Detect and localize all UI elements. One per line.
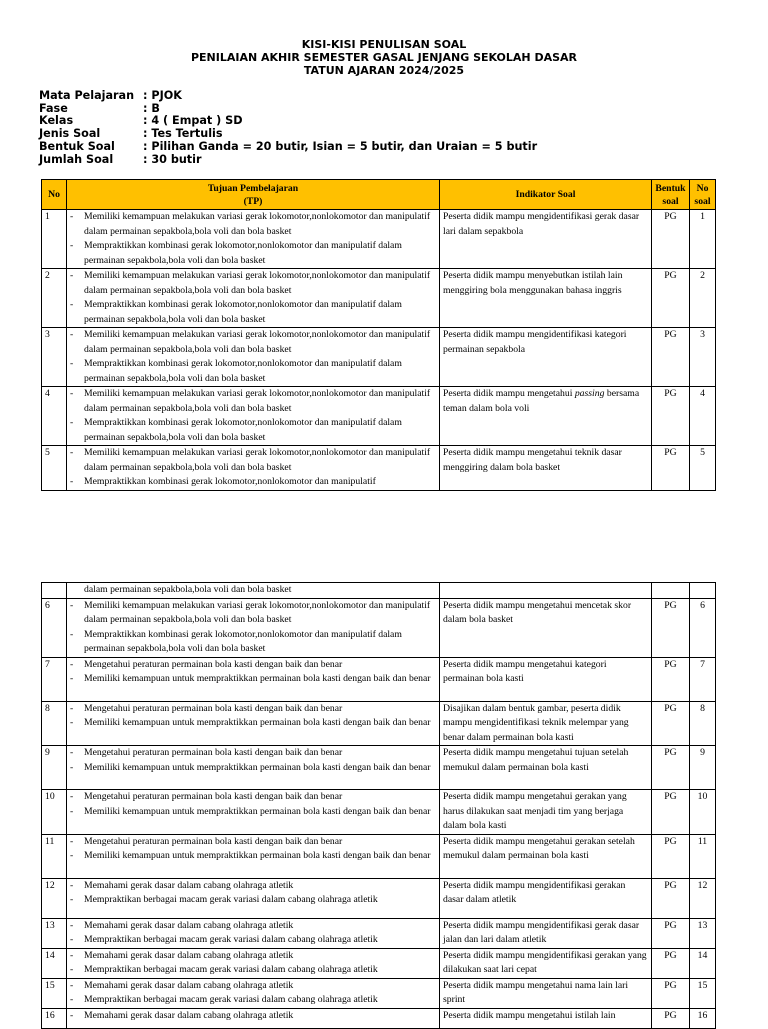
cell-nosoal: 14 <box>690 948 716 978</box>
tp-text: Memiliki kemampuan untuk mempraktikkan permainan bola kasti dengan baik dan benar <box>84 805 431 817</box>
tp-bullet-item <box>67 790 439 805</box>
table-row <box>42 746 716 790</box>
tp-text: Memiliki kemampuan untuk mempraktikkan permainan bola kasti dengan baik dan benar <box>84 717 431 728</box>
tp-text: Memiliki kemampuan melakukan variasi gerak lokomotor,nonlokomotor dan manipulatif dalam permainan sepakbola,bola voli dan bola basket <box>84 329 431 355</box>
tp-bullet-item <box>67 893 439 908</box>
meta-label: Jumlah Soal <box>39 152 114 166</box>
cell-no: 14 <box>42 948 67 978</box>
bullet-dash: - <box>70 761 74 773</box>
table-row <box>42 834 716 878</box>
meta-row <box>39 103 537 116</box>
bullet-dash: - <box>70 599 74 611</box>
bullet-dash: - <box>70 791 74 802</box>
tp-bullet-item <box>67 949 439 964</box>
cell-tp <box>67 387 440 446</box>
cell-nosoal: 12 <box>690 878 716 918</box>
indikator-text: Peserta didik mampu mengidentifikasi gerak dasar jalan dan lari dalam atletik <box>443 919 640 945</box>
cell-bentuk: PG <box>652 446 690 491</box>
table-row <box>42 948 716 978</box>
cell-indikator <box>440 328 652 387</box>
tp-bullet-item <box>67 963 439 978</box>
tp-text: Memahami gerak dasar dalam cabang olahraga atletik <box>84 1009 294 1021</box>
tp-text: Memiliki kemampuan melakukan variasi gerak lokomotor,nonlokomotor dan manipulatif dalam permainan sepakbola,bola voli dan bola basket <box>84 599 431 625</box>
cell-nosoal: 9 <box>690 746 716 790</box>
kisi-table-page1 <box>41 179 716 491</box>
cell-tp <box>67 1008 440 1028</box>
cell-tp <box>67 210 440 269</box>
bullet-dash: - <box>70 702 74 714</box>
cell-bentuk: PG <box>652 701 690 746</box>
tp-text: Mempraktikkan kombinasi gerak lokomotor,nonlokomotor dan manipulatif dalam permainan sepakbola,bola voli dan bola basket <box>84 240 402 266</box>
tp-text: Mempraktikkan kombinasi gerak lokomotor,nonlokomotor dan manipulatif dalam permainan sepakbola,bola voli dan bola basket <box>84 417 402 443</box>
cell-no: 9 <box>42 746 67 790</box>
cell-tp <box>67 746 440 790</box>
meta-row <box>39 141 537 154</box>
tp-text: Mengetahui peraturan permainan bola kasti dengan baik dan benar <box>84 747 343 758</box>
cell-no: 8 <box>42 701 67 746</box>
cell-no: 11 <box>42 834 67 878</box>
cell-nosoal: 11 <box>690 834 716 878</box>
header-no: No <box>42 180 67 210</box>
tp-text: Mempraktikkan kombinasi gerak lokomotor,nonlokomotor dan manipulatif dalam permainan sepakbola,bola voli dan bola basket <box>84 628 402 654</box>
indikator-text: Peserta didik mampu mengetahui kategori permainan bola kasti <box>443 658 607 684</box>
tp-bullet-item <box>67 761 439 776</box>
meta-row <box>39 154 537 167</box>
bullet-dash: - <box>70 658 74 670</box>
indikator-text: Peserta didik mampu mengetahui gerakan yang harus dilakukan saat menjadi tim yang berjaga dalam bola kasti <box>443 791 627 831</box>
header-indikator: Indikator Soal <box>440 180 652 210</box>
table-row <box>42 878 716 918</box>
tp-bullet-item <box>67 658 439 673</box>
bullet-dash: - <box>70 979 74 991</box>
tp-bullet-item <box>67 416 439 445</box>
table-row <box>42 328 716 387</box>
table-row <box>42 269 716 328</box>
meta-label: Jenis Soal <box>39 127 101 141</box>
cell-tp <box>67 834 440 878</box>
tp-bullet-item <box>67 672 439 687</box>
cell-no: 12 <box>42 878 67 918</box>
cell-tp <box>67 446 440 491</box>
tp-text: Mempraktikkan kombinasi gerak lokomotor,nonlokomotor dan manipulatif <box>84 476 376 487</box>
header-nosoal <box>690 180 716 210</box>
cell-no: 16 <box>42 1008 67 1028</box>
cell-indikator <box>440 746 652 790</box>
tp-bullet-item <box>67 979 439 994</box>
tp-bullet-item <box>67 746 439 761</box>
cell-tp <box>67 701 440 746</box>
cell-no: 4 <box>42 387 67 446</box>
cell-tp <box>67 583 440 599</box>
tp-text: Memahami gerak dasar dalam cabang olahraga atletik <box>84 919 294 931</box>
bullet-dash: - <box>70 211 74 222</box>
table-header-row <box>42 180 716 210</box>
cell-tp <box>67 328 440 387</box>
table-row <box>42 446 716 491</box>
cell-indikator <box>440 918 652 948</box>
tp-text: Memahami gerak dasar dalam cabang olahraga atletik <box>84 879 294 891</box>
indikator-text: Peserta didik mampu mengetahui mencetak skor dalam bola basket <box>443 599 632 625</box>
cell-nosoal: 16 <box>690 1008 716 1028</box>
cell-no: 1 <box>42 210 67 269</box>
cell-no: 2 <box>42 269 67 328</box>
indikator-text: Peserta didik mampu mengidentifikasi gerakan yang dilakukan saat lari cepat <box>443 949 647 975</box>
tp-text: Memiliki kemampuan untuk mempraktikkan permainan bola kasti dengan baik dan benar <box>84 673 431 684</box>
header-bentuk <box>652 180 690 210</box>
meta-value: : Tes Tertulis <box>143 127 223 141</box>
tp-text: Memiliki kemampuan melakukan variasi gerak lokomotor,nonlokomotor dan manipulatif dalam permainan sepakbola,bola voli dan bola basket <box>84 270 431 296</box>
tp-bullet-item <box>67 239 439 268</box>
table-row <box>42 598 716 657</box>
cell-no: 3 <box>42 328 67 387</box>
tp-text: Memiliki kemampuan untuk mempraktikkan permainan bola kasti dengan baik dan benar <box>84 850 431 861</box>
cell-bentuk: PG <box>652 598 690 657</box>
indikator-text: Peserta didik mampu mengetahui teknik dasar menggiring dalam bola basket <box>443 447 622 473</box>
indikator-text: bersama teman dalam bola voli <box>443 388 640 414</box>
tp-text: Mengetahui peraturan permainan bola kasti dengan baik dan benar <box>84 791 343 802</box>
cell-nosoal: 8 <box>690 701 716 746</box>
bullet-dash: - <box>70 417 74 428</box>
indikator-text: Peserta didik mampu mengetahui <box>443 388 575 399</box>
header-tp <box>67 180 440 210</box>
cell-bentuk: PG <box>652 790 690 835</box>
bullet-dash: - <box>70 329 74 340</box>
tp-text: Mempraktikan berbagai macam gerak variasi dalam cabang olahraga atletik <box>84 934 378 945</box>
cell-tp <box>67 918 440 948</box>
indikator-italic-term: passing <box>574 388 605 399</box>
tp-text: Memiliki kemampuan melakukan variasi gerak lokomotor,nonlokomotor dan manipulatif dalam permainan sepakbola,bola voli dan bola basket <box>84 211 431 237</box>
cell-tp <box>67 269 440 328</box>
meta-label: Kelas <box>39 114 74 128</box>
table-row <box>42 210 716 269</box>
cell-indikator <box>440 701 652 746</box>
header-title: KISI-KISI PENULISAN SOAL <box>301 38 467 51</box>
indikator-text: Peserta didik mampu mengidentifikasi gerak dasar lari dalam sepakbola <box>443 211 640 237</box>
cell-indikator <box>440 878 652 918</box>
meta-row <box>39 90 537 103</box>
tp-text: Mengetahui peraturan permainan bola kasti dengan baik dan benar <box>84 835 343 847</box>
header-nosoal-label: No <box>696 182 709 194</box>
meta-value: : 30 butir <box>143 152 202 166</box>
bullet-dash: - <box>70 476 74 487</box>
tp-text: Mempraktikan berbagai macam gerak variasi dalam cabang olahraga atletik <box>84 894 378 905</box>
tp-text: Mempraktikkan kombinasi gerak lokomotor,nonlokomotor dan manipulatif dalam permainan sepakbola,bola voli dan bola basket <box>84 299 402 325</box>
cell-bentuk <box>652 583 690 599</box>
tp-text: Memiliki kemampuan untuk mempraktikkan permainan bola kasti dengan baik dan benar <box>84 761 431 773</box>
indikator-text: Peserta didik mampu mengetahui istilah lain <box>443 1009 616 1021</box>
tp-text: Memiliki kemampuan melakukan variasi gerak lokomotor,nonlokomotor dan manipulatif dalam permainan sepakbola,bola voli dan bola basket <box>84 447 431 473</box>
cell-bentuk: PG <box>652 1008 690 1028</box>
table-row <box>42 1008 716 1028</box>
cell-tp <box>67 978 440 1008</box>
bullet-dash: - <box>70 949 74 961</box>
cell-bentuk: PG <box>652 387 690 446</box>
cell-indikator <box>440 657 652 701</box>
tp-bullet-item <box>67 805 439 820</box>
cell-nosoal: 1 <box>690 210 716 269</box>
indikator-text: Peserta didik mampu mengidentifikasi gerakan dasar dalam atletik <box>443 879 626 905</box>
table-row <box>42 790 716 835</box>
tp-text: Mempraktikan berbagai macam gerak variasi dalam cabang olahraga atletik <box>84 994 378 1005</box>
meta-label: Bentuk Soal <box>39 139 115 153</box>
tp-bullet-item <box>67 1009 439 1024</box>
cell-tp <box>67 657 440 701</box>
cell-indikator <box>440 948 652 978</box>
tp-bullet-item <box>67 716 439 731</box>
cell-no: 5 <box>42 446 67 491</box>
meta-row <box>39 115 537 128</box>
cell-tp <box>67 790 440 835</box>
document-header <box>0 38 768 77</box>
cell-nosoal: 3 <box>690 328 716 387</box>
cell-nosoal: 4 <box>690 387 716 446</box>
cell-nosoal: 13 <box>690 918 716 948</box>
bullet-dash: - <box>70 879 74 891</box>
tp-bullet-item <box>67 475 439 490</box>
indikator-text: Peserta didik mampu mengetahui tujuan setelah memukul dalam permainan bola kasti <box>443 747 629 773</box>
cell-bentuk: PG <box>652 978 690 1008</box>
tp-text: Memiliki kemampuan melakukan variasi gerak lokomotor,nonlokomotor dan manipulatif dalam permainan sepakbola,bola voli dan bola basket <box>84 388 431 414</box>
bullet-dash: - <box>70 1009 74 1021</box>
bullet-dash: - <box>70 447 74 458</box>
table-row <box>42 583 716 599</box>
tp-bullet-item <box>67 993 439 1008</box>
cell-nosoal: 7 <box>690 657 716 701</box>
cell-no: 15 <box>42 978 67 1008</box>
bullet-dash: - <box>70 747 74 758</box>
cell-indikator <box>440 598 652 657</box>
indikator-text: Peserta didik mampu mengidentifikasi kategori permainan sepakbola <box>443 329 627 355</box>
bullet-dash: - <box>70 628 74 640</box>
table-row <box>42 701 716 746</box>
cell-bentuk: PG <box>652 210 690 269</box>
cell-bentuk: PG <box>652 878 690 918</box>
header-year: TATUN AJARAN 2024/2025 <box>303 64 465 77</box>
tp-text: Memahami gerak dasar dalam cabang olahraga atletik <box>84 979 294 991</box>
tp-bullet-item <box>67 879 439 894</box>
cell-indikator <box>440 1008 652 1028</box>
cell-bentuk: PG <box>652 918 690 948</box>
tp-bullet-item <box>67 835 439 850</box>
bullet-dash: - <box>70 964 74 975</box>
cell-bentuk: PG <box>652 746 690 790</box>
tp-bullet-item <box>67 849 439 864</box>
meta-label: Mata Pelajaran <box>39 89 135 102</box>
cell-nosoal: 2 <box>690 269 716 328</box>
table-row <box>42 978 716 1008</box>
bullet-dash: - <box>70 270 74 281</box>
cell-bentuk: PG <box>652 269 690 328</box>
indikator-text: Disajikan dalam bentuk gambar, peserta didik mampu mengidentifikasi teknik melempar yang benar dalam permainan bola kasti <box>443 702 629 743</box>
meta-block <box>39 90 537 166</box>
meta-value: : PJOK <box>143 89 182 102</box>
tp-bullet-item <box>67 298 439 327</box>
tp-bullet-item <box>67 387 439 416</box>
bullet-dash: - <box>70 240 74 251</box>
tp-bullet-item <box>67 446 439 475</box>
bullet-dash: - <box>70 358 74 369</box>
tp-text: Mengetahui peraturan permainan bola kasti dengan baik dan benar <box>84 702 343 714</box>
tp-bullet-item <box>67 328 439 357</box>
tp-bullet-item <box>67 210 439 239</box>
tp-bullet-item <box>67 269 439 298</box>
tp-text: Mengetahui peraturan permainan bola kasti dengan baik dan benar <box>84 658 343 670</box>
bullet-dash: - <box>70 388 74 399</box>
bullet-dash: - <box>70 994 74 1005</box>
cell-indikator <box>440 583 652 599</box>
header-nosoal-sub: soal <box>694 195 711 207</box>
bullet-dash: - <box>70 805 74 817</box>
cell-nosoal: 5 <box>690 446 716 491</box>
header-bentuk-sub: soal <box>662 195 679 207</box>
tp-bullet-item <box>67 628 439 657</box>
cell-tp <box>67 878 440 918</box>
indikator-text: Peserta didik mampu mengetahui nama lain lari sprint <box>443 979 629 1005</box>
header-tp-label: Tujuan Pembelajaran <box>207 182 299 194</box>
tp-bullet-item <box>67 702 439 717</box>
header-subtitle: PENILAIAN AKHIR SEMESTER GASAL JENJANG SEKOLAH DASAR <box>190 51 578 64</box>
cell-bentuk: PG <box>652 948 690 978</box>
cell-nosoal <box>690 583 716 599</box>
cell-nosoal: 15 <box>690 978 716 1008</box>
cell-no <box>42 583 67 599</box>
cell-indikator <box>440 834 652 878</box>
bullet-dash: - <box>70 673 74 684</box>
cell-bentuk: PG <box>652 657 690 701</box>
table-row <box>42 918 716 948</box>
bullet-dash: - <box>70 919 74 931</box>
tp-bullet-item <box>67 933 439 948</box>
tp-bullet-item <box>67 357 439 386</box>
tp-text: Memahami gerak dasar dalam cabang olahraga atletik <box>84 949 294 961</box>
meta-value: : B <box>143 101 160 115</box>
header-tp-abbr: (TP) <box>243 195 263 207</box>
cell-indikator <box>440 790 652 835</box>
cell-no: 10 <box>42 790 67 835</box>
bullet-dash: - <box>70 835 74 847</box>
tp-text: Mempraktikan berbagai macam gerak variasi dalam cabang olahraga atletik <box>84 964 378 975</box>
cell-no: 6 <box>42 598 67 657</box>
cell-nosoal: 6 <box>690 598 716 657</box>
cell-indikator <box>440 269 652 328</box>
bullet-dash: - <box>70 934 74 945</box>
bullet-dash: - <box>70 717 74 728</box>
bullet-dash: - <box>70 299 74 310</box>
table-row <box>42 387 716 446</box>
meta-label: Fase <box>39 101 68 115</box>
bullet-dash: - <box>70 894 74 905</box>
header-bentuk-label: Bentuk <box>655 182 686 194</box>
cell-indikator <box>440 446 652 491</box>
meta-value: : Pilihan Ganda = 20 butir, Isian = 5 butir, dan Uraian = 5 butir <box>143 139 538 153</box>
cell-indikator <box>440 210 652 269</box>
tp-continuation: dalam permainan sepakbola,bola voli dan bola basket <box>84 584 292 595</box>
table-row <box>42 657 716 701</box>
cell-nosoal: 10 <box>690 790 716 835</box>
cell-no: 7 <box>42 657 67 701</box>
meta-row <box>39 128 537 141</box>
cell-bentuk: PG <box>652 834 690 878</box>
bullet-dash: - <box>70 850 74 861</box>
cell-tp <box>67 948 440 978</box>
tp-bullet-item <box>67 599 439 628</box>
cell-indikator <box>440 387 652 446</box>
indikator-text: Peserta didik mampu menyebutkan istilah lain menggiring bola menggunakan bahasa inggris <box>443 270 623 296</box>
cell-indikator <box>440 978 652 1008</box>
cell-bentuk: PG <box>652 328 690 387</box>
kisi-table-page2 <box>41 582 716 1029</box>
indikator-text: Peserta didik mampu mengetahui gerakan setelah memukul dalam permainan bola kasti <box>443 835 635 861</box>
meta-value: : 4 ( Empat ) SD <box>143 114 243 128</box>
cell-tp <box>67 598 440 657</box>
tp-text: Mempraktikkan kombinasi gerak lokomotor,nonlokomotor dan manipulatif dalam permainan sepakbola,bola voli dan bola basket <box>84 358 402 384</box>
tp-bullet-item <box>67 919 439 934</box>
cell-no: 13 <box>42 918 67 948</box>
